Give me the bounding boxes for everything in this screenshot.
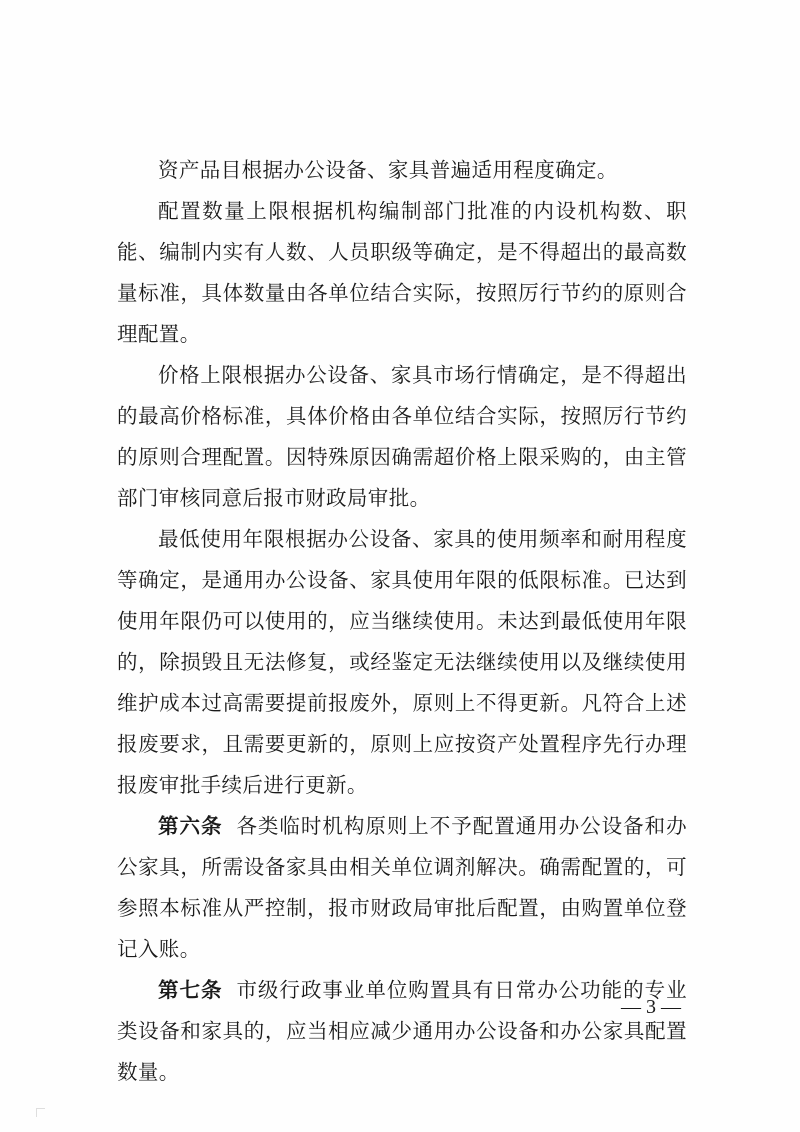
paragraph-quantity-limit [117,191,687,355]
paragraph-text: 配置数量上限根据机构编制部门批准的内设机构数、职能、编制内实有人数、人员职级等确定，是不得超出的最高数量标准，具体数量由各单位结合实际，按照厉行节约的原则合理配置。 [117,199,687,346]
page-number: — 3 — [621,996,681,1018]
paragraph-text: 资产品目根据办公设备、家具普遍适用程度确定。 [158,158,618,182]
paragraph-text: 价格上限根据办公设备、家具市场行情确定，是不得超出的最高价格标准，具体价格由各单位结合实际，按照厉行节约的原则合理配置。因特殊原因确需超价格上限采购的，由主管部门审核同意后报市财政局审批。 [117,363,687,510]
paragraph-text: 最低使用年限根据办公设备、家具的使用频率和耐用程度等确定，是通用办公设备、家具使用年限的低限标准。已达到使用年限仍可以使用的，应当继续使用。未达到最低使用年限的，除损毁且无法修复，或经鉴定无法继续使用以及继续使用维护成本过高需要提前报废外，原则上不得更新。凡符合上述报废要求，且需要更新的，原则上应按资产处置程序先行办理报废审批手续后进行更新。 [117,527,687,797]
article-7 [117,970,687,1093]
article-label: 第六条 [158,814,223,838]
article-text: 各类临时机构原则上不予配置通用办公设备和办公家具，所需设备家具由相关单位调剂解决。确需配置的，可参照本标准从严控制，报市财政局审批后配置，由购置单位登记入账。 [117,814,687,961]
article-label: 第七条 [158,978,223,1002]
paragraph-asset-items [117,150,687,191]
paragraph-min-service-life [117,519,687,806]
article-text: 市级行政事业单位购置具有日常办公功能的专业类设备和家具的，应当相应减少通用办公设备和办公家具配置数量。 [117,978,687,1084]
document-body [117,150,687,1093]
article-6 [117,806,687,970]
paragraph-price-limit [117,355,687,519]
scan-corner-mark [36,1108,45,1117]
